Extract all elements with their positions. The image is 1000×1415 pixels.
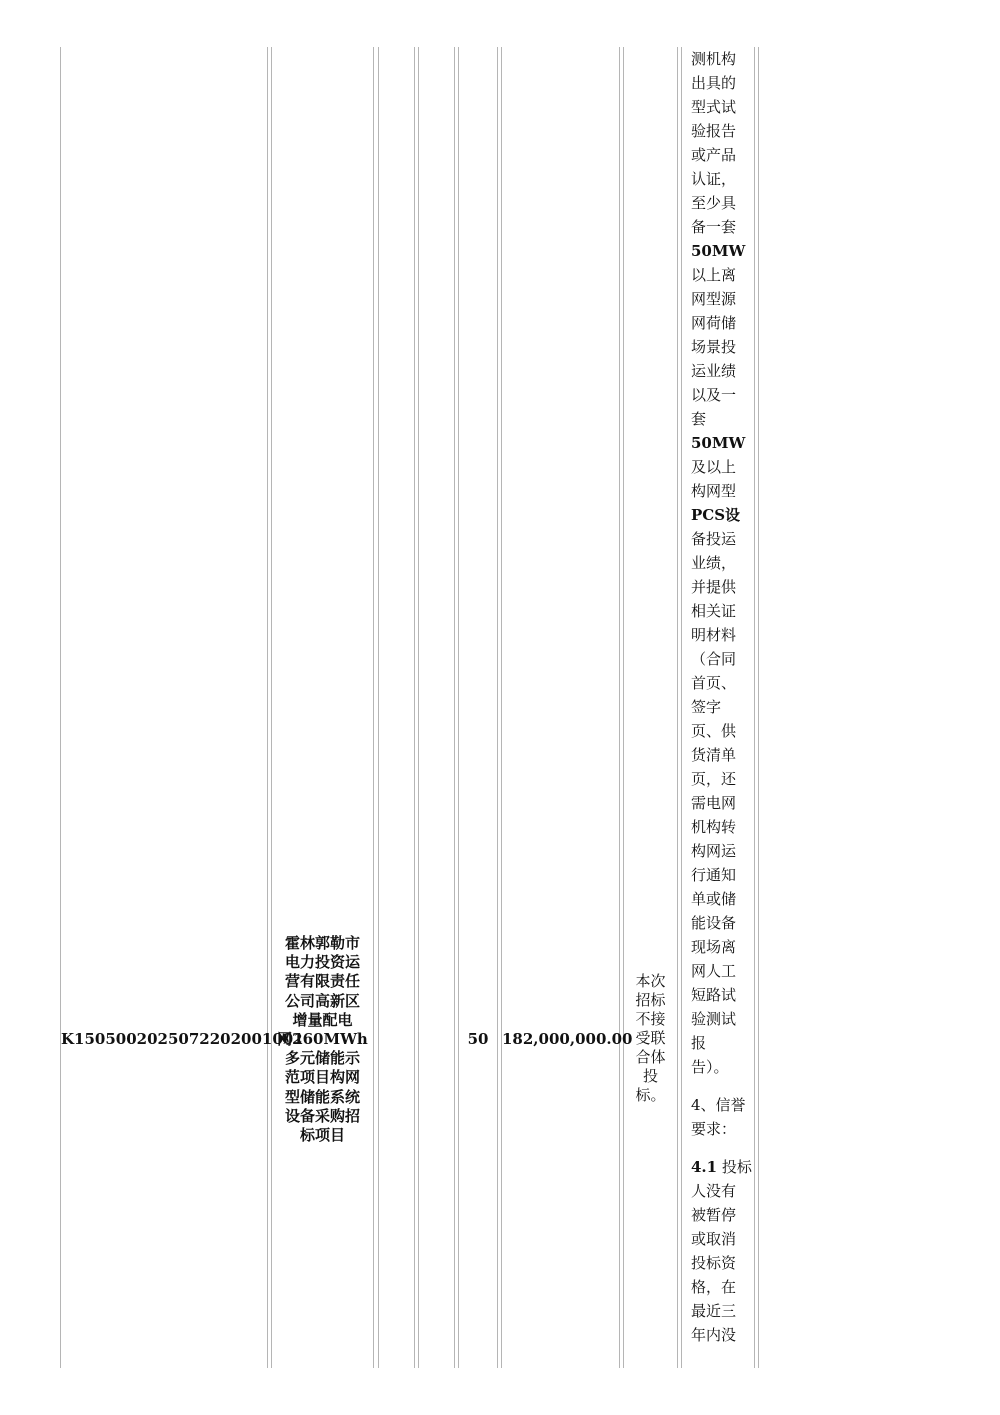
consortium-note: 本次 招标 不接 受联 合体 投 标。	[635, 972, 666, 1104]
table-divider	[619, 47, 620, 1368]
table-divider	[378, 47, 379, 1368]
table-divider	[681, 47, 682, 1368]
table-border-left	[60, 47, 61, 1368]
table-divider	[677, 47, 678, 1368]
project-name: 霍林郭勒市 电力投资运 营有限责任 公司高新区 增量配电 网260MWh 多元储能示 范项目构网 型储能系统 设备采购招 标项目	[277, 934, 368, 1145]
table-divider	[418, 47, 419, 1368]
credit-heading: 4、信誉	[691, 1096, 746, 1114]
table-border-right	[758, 47, 759, 1368]
table-divider	[623, 47, 624, 1368]
table-divider	[458, 47, 459, 1368]
duration-value: 50	[467, 1030, 489, 1048]
budget-amount: 182,000,000.00	[502, 1030, 633, 1048]
table-divider	[501, 47, 502, 1368]
project-code: K1505002025072202001001	[61, 1030, 304, 1048]
table-divider	[454, 47, 455, 1368]
table-divider	[373, 47, 374, 1368]
table-divider	[271, 47, 272, 1368]
table-divider	[267, 47, 268, 1368]
table-divider	[414, 47, 415, 1368]
table-divider	[497, 47, 498, 1368]
qualification-requirements: 测机构 出具的 型式试 验报告 或产品 认证， 至少具 备一套 50MW 以上离 网型源 网荷储 场景投 运业绩 以及一 套 50MW 及以上 构网型 PCS设 备投运 业绩， 并提供 相关证 明材料 （合同 首页、 签字 页、供 货清单 页，还 需电网 机构转 构网运 行通知 单或储 能设备 现场离 网人工 短路试 验测试 报 告）。 4、信誉 要求： 4.1 投标 人没有 被暂停 或取消 投标资 格，在 最近三 年内没	[691, 47, 757, 1347]
credit-item-number: 4.1	[691, 1158, 718, 1176]
